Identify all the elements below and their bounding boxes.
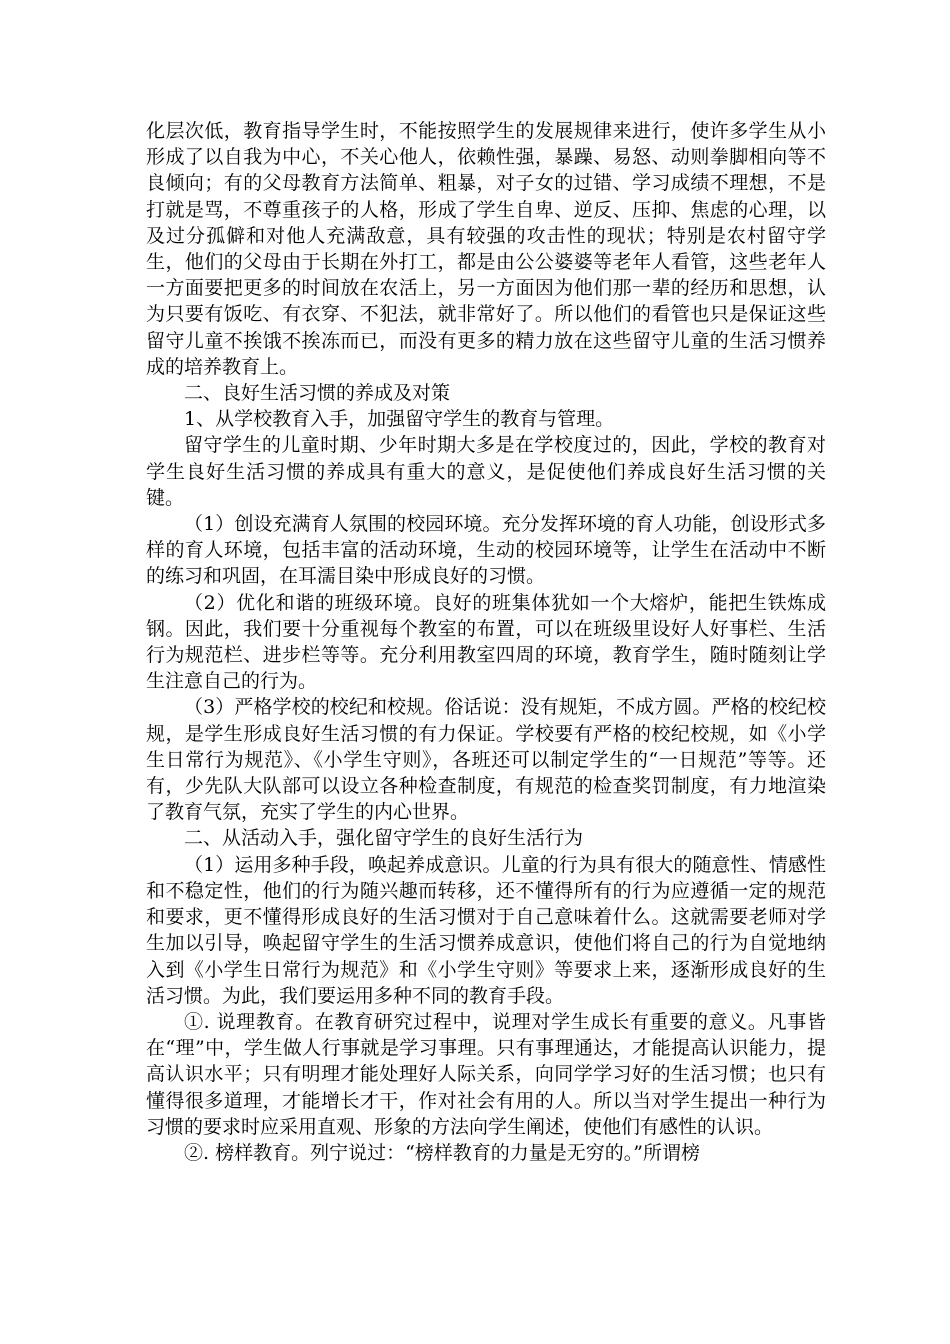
paragraph: 留守学生的儿童时期、少年时期大多是在学校度过的，因此，学校的教育对学生良好生活习惯的养成具有重大的意义，是促使他们养成良好生活习惯的关键。 [146,434,826,509]
list-item: （1）创设充满育人氛围的校园环境。充分发挥环境的育人功能，创设形式多样的育人环境，包括丰富的活动环境，生动的校园环境等，让学生在活动中不断的练习和巩固，在耳濡目染中形成良好的习惯。 [146,513,826,588]
list-item: （3）严格学校的校纪和校规。俗话说：没有规矩，不成方圆。严格的校纪校规，是学生形成良好生活习惯的有力保证。学校要有严格的校纪校规，如《小学生日常行为规范》、《小学生守则》，各班还可以制定学生的“一日规范”等等。还有，少先队大队部可以设立各种检查制度，有规范的检查奖罚制度，有力地渲染了教育气氛，充实了学生的内心世界。 [146,696,826,824]
list-item: （2）优化和谐的班级环境。良好的班集体犹如一个大熔炉，能把生铁炼成钢。因此，我们要十分重视每个教室的布置，可以在班级里设好人好事栏、生活行为规范栏、进步栏等等。充分利用教室四周的环境，教育学生，随时随刻让学生注意自己的行为。 [146,591,826,693]
section-heading: 二、良好生活习惯的养成及对策 [184,382,451,405]
list-item: （1）运用多种手段，唤起养成意识。儿童的行为具有很大的随意性、情感性和不稳定性，他们的行为随兴趣而转移，还不懂得所有的行为应遵循一定的规范和要求，更不懂得形成良好的生活习惯对于自己意味着什么。这就需要老师对学生加以引导，唤起留守学生的生活习惯养成意识，使他们将自己的行为自觉地纳入到《小学生日常行为规范》和《小学生守则》等要求上来，逐渐形成良好的生活习惯。为此，我们要运用多种不同的教育手段。 [146,853,826,1007]
section-heading: 二、从活动入手，强化留守学生的良好生活行为 [184,827,584,850]
list-item: ②. 榜样教育。列宁说过：“榜样教育的力量是无穷的。”所谓榜 [184,1141,701,1164]
subsection-heading: 1、从学校教育入手，加强留守学生的教育与管理。 [184,408,615,431]
document-body [146,118,826,1166]
list-item: ①. 说理教育。在教育研究过程中，说理对学生成长有重要的意义。凡事皆在“理”中，学生做人行事就是学习事理。只有事理通达，才能提高认识能力，提高认识水平；只有明理才能处理好人际关系，向同学学习好的生活习惯；也只有懂得很多道理，才能增长才干，作对社会有用的人。所以当对学生提出一种行为习惯的要求时应采用直观、形象的方法向学生阐述，使他们有感性的认识。 [146,1010,826,1138]
paragraph: 化层次低，教育指导学生时，不能按照学生的发展规律来进行，使许多学生从小形成了以自我为中心，不关心他人，依赖性强，暴躁、易怒、动则拳脚相向等不良倾向；有的父母教育方法简单、粗暴，对子女的过错、学习成绩不理想，不是打就是骂，不尊重孩子的人格，形成了学生自卑、逆反、压抑、焦虑的心理，以及过分孤僻和对他人充满敌意，具有较强的攻击性的现状；特别是农村留守学生，他们的父母由于长期在外打工，都是由公公婆婆等老年人看管，这些老年人一方面要把更多的时间放在农活上，另一方面因为他们那一辈的经历和思想，认为只要有饭吃、有衣穿、不犯法，就非常好了。所以他们的看管也只是保证这些留守儿童不挨饿不挨冻而已，而没有更多的精力放在这些留守儿童的生活习惯养成的培养教育上。 [146,120,826,378]
